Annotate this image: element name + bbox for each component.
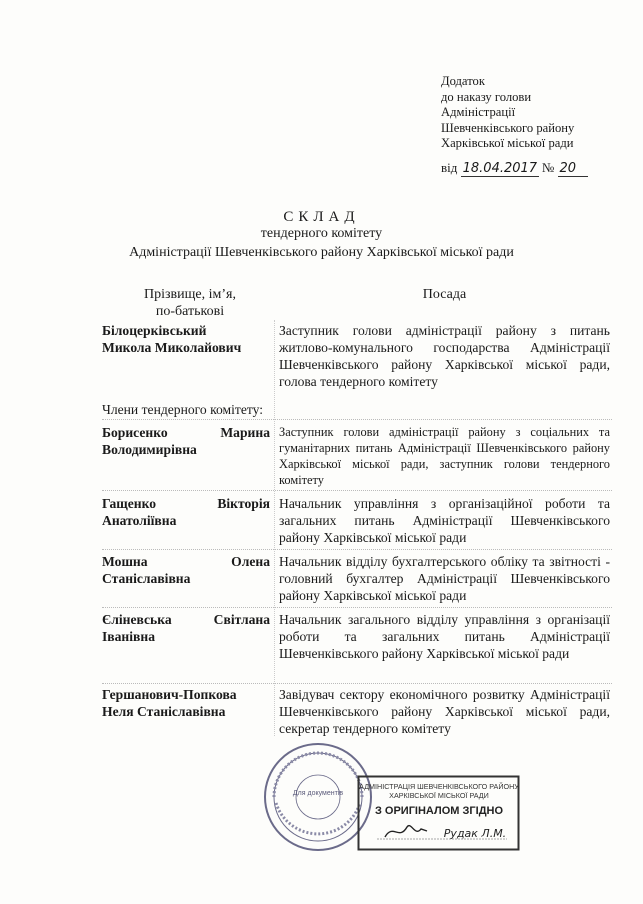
appendix-line: до наказу голови — [441, 89, 532, 104]
member-name — [102, 495, 270, 529]
member-position: Заступник голови адміністрації району з соціальних та гуманітарних питань Адміністрації Шевченківського району Харківської міської ради, заступник голови тендерного комітету — [279, 425, 610, 487]
head-position: Заступник голови адміністрації району з питань житлово-комунального господарства Адміністрації Шевченківського району Харківської міської ради, голова тендерного комітету — [279, 323, 610, 389]
signature-name: Рудак Л.М. — [443, 827, 507, 840]
position-column-header: Посада — [422, 287, 467, 302]
members-label: Члени тендерного комітету: — [102, 402, 264, 417]
member-surname: Гершанович-Попкова — [102, 687, 237, 702]
date-prefix: від — [441, 160, 458, 175]
member-patronymic: Володимирівна — [102, 442, 197, 457]
divider — [102, 683, 612, 684]
document-title: СКЛАД — [283, 209, 360, 225]
member-first-name: Світлана — [213, 612, 270, 627]
head-surname: Білоцерківський — [102, 323, 207, 338]
member-name — [102, 553, 270, 587]
member-first-name: Олена — [231, 554, 270, 569]
member-surname: Єліневська — [102, 612, 172, 627]
head-given-names: Микола Миколайович — [102, 340, 242, 355]
member-position: Начальник управління з організаційної роботи та загальних питань Адміністрації Шевченківського району Харківської міської ради — [279, 496, 610, 545]
member-first-name: Марина — [220, 425, 270, 440]
number-prefix: № — [541, 160, 555, 175]
member-patronymic: Анатоліївна — [102, 513, 177, 528]
member-position: Завідувач сектору економічного розвитку Адміністрації Шевченківського району Харківської міської ради, секретар тендерного комітету — [279, 687, 610, 736]
member-name — [102, 424, 270, 458]
appendix-line: Додаток — [441, 74, 485, 88]
member-surname: Гащенко — [102, 496, 157, 511]
stamp-main-text: З ОРИГІНАЛОМ ЗГІДНО — [374, 805, 504, 817]
column-separator — [274, 320, 275, 736]
member-name — [102, 611, 270, 645]
appendix-header — [441, 74, 574, 152]
appendix-line: Адміністрації — [441, 105, 516, 120]
document-subtitle: тендерного комітету — [260, 226, 383, 241]
head-name — [102, 322, 270, 356]
appendix-line: Харківської міської ради — [441, 136, 574, 151]
member-patronymic: Неля Станіславівна — [102, 704, 226, 719]
member-name — [102, 686, 270, 720]
member-position: Начальник загального відділу управління з організації роботи та загальних питань Адміністрації Шевченківського району Харківської міської ради — [279, 612, 610, 661]
appendix-line: Шевченківського району — [441, 120, 575, 135]
divider — [102, 607, 612, 608]
order-date-number — [441, 160, 588, 177]
member-patronymic: Станіславівна — [102, 571, 191, 586]
stamp-line-2: ХАРКІВСЬКОЇ МІСЬКОЇ РАДИ — [389, 791, 489, 800]
seal-center-text: Для документів — [292, 790, 344, 797]
member-patronymic: Іванівна — [102, 629, 156, 644]
divider — [102, 419, 612, 420]
divider — [102, 490, 612, 491]
member-surname: Мошна — [102, 554, 148, 569]
order-number: 20 — [558, 161, 588, 177]
document-organization: Адміністрації Шевченківського району Харківської міської ради — [129, 245, 514, 260]
name-header-line: Прізвище, ім’я, — [144, 287, 236, 302]
name-column-header — [110, 286, 270, 320]
member-position: Начальник відділу бухгалтерського обліку та звітності - головний бухгалтер Адміністрації Шевченківського району Харківської міської ради — [279, 554, 610, 603]
name-header-line: по-батькові — [155, 304, 225, 319]
divider — [102, 549, 612, 550]
member-first-name: Вікторія — [217, 496, 270, 511]
order-date: 18.04.2017 — [462, 161, 538, 176]
certification-stamp-icon — [357, 775, 520, 851]
stamp-line-1: АДМІНІСТРАЦІЯ ШЕВЧЕНКІВСЬКОГО РАЙОНУ — [359, 782, 519, 791]
member-surname: Борисенко — [102, 425, 168, 440]
signature-icon — [385, 826, 427, 837]
